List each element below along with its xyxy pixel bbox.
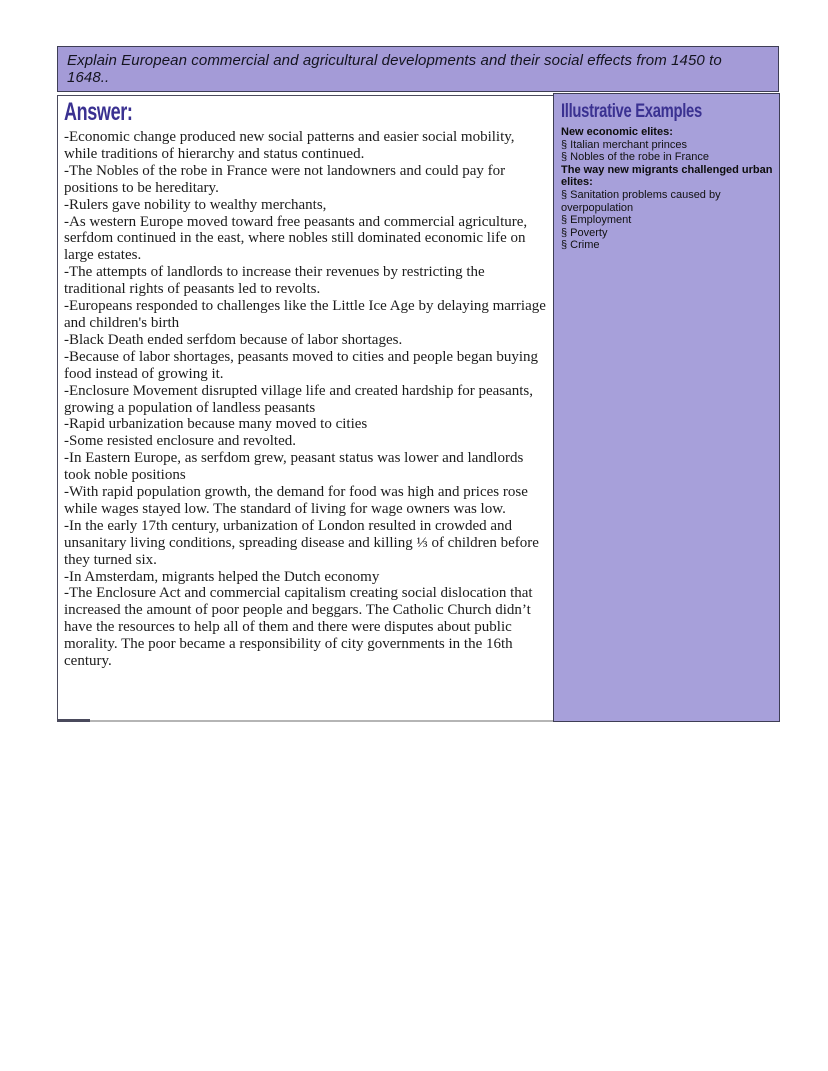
examples-list xyxy=(561,126,773,252)
answer-point: -Black Death ended serfdom because of labor shortages. xyxy=(64,331,403,348)
example-item: § Sanitation problems caused by overpopulation xyxy=(561,188,721,214)
answer-point: -Rulers gave nobility to wealthy merchants, xyxy=(64,196,327,213)
example-item: § Crime xyxy=(561,239,600,252)
answer-point: -Europeans responded to challenges like the Little Ice Age by delaying marriage and children's birth xyxy=(64,298,546,331)
answer-point: -Rapid urbanization because many moved to cities xyxy=(64,416,368,433)
examples-panel xyxy=(553,93,780,722)
example-item: § Employment xyxy=(561,214,632,227)
answer-point: -In the early 17th century, urbanization of London resulted in crowded and unsanitary living conditions, spreading disease and killing ⅓ of children before they turned six. xyxy=(64,517,539,568)
examples-heading: Illustrative Examples xyxy=(561,101,702,122)
example-item: § Nobles of the robe in France xyxy=(561,151,709,164)
answer-point: -In Amsterdam, migrants helped the Dutch economy xyxy=(64,568,380,585)
answer-points-list xyxy=(64,129,547,670)
answer-point: -In Eastern Europe, as serfdom grew, peasant status was lower and landlords took noble positions xyxy=(64,450,524,484)
answer-point: -Enclosure Movement disrupted village life and created hardship for peasants, growing a population of landless peasants xyxy=(64,382,534,416)
example-item: § Poverty xyxy=(561,226,608,239)
answer-point: -Because of labor shortages, peasants moved to cities and people began buying food instead of growing it. xyxy=(64,348,539,382)
answer-heading: Answer: xyxy=(64,98,133,126)
question-text: Explain European commercial and agricultural developments and their social effects from 1450 to 1648.. xyxy=(67,52,722,86)
answer-panel xyxy=(57,95,554,722)
table-border-artifact xyxy=(57,719,90,722)
answer-point: -The Nobles of the robe in France were not landowners and could pay for positions to be hereditary. xyxy=(64,162,506,196)
answer-point: -The attempts of landlords to increase their revenues by restricting the traditional rights of peasants led to revolts. xyxy=(64,264,485,298)
example-section-title: The way new migrants challenged urban elites: xyxy=(561,163,773,189)
answer-point: -The Enclosure Act and commercial capitalism creating social dislocation that increased the amount of poor people and beggars. The Catholic Church didn’t have the resources to help all of them and there were disputes about public morality. The poor became a responsibility of city governments in the 16th century. xyxy=(64,585,533,670)
example-section-title: New economic elites: xyxy=(561,126,673,138)
example-item: § Italian merchant princes xyxy=(561,138,687,151)
answer-point: -With rapid population growth, the demand for food was high and prices rose while wages stayed low. The standard of living for wage owners was low. xyxy=(64,484,528,517)
answer-point: -As western Europe moved toward free peasants and commercial agriculture, serfdom continued in the east, where nobles still dominated economic life on large estates. xyxy=(64,213,528,264)
answer-point: -Some resisted enclosure and revolted. xyxy=(64,433,297,450)
question-banner xyxy=(57,46,779,92)
answer-point: -Economic change produced new social patterns and easier social mobility, while traditions of hierarchy and status continued. xyxy=(64,129,515,162)
